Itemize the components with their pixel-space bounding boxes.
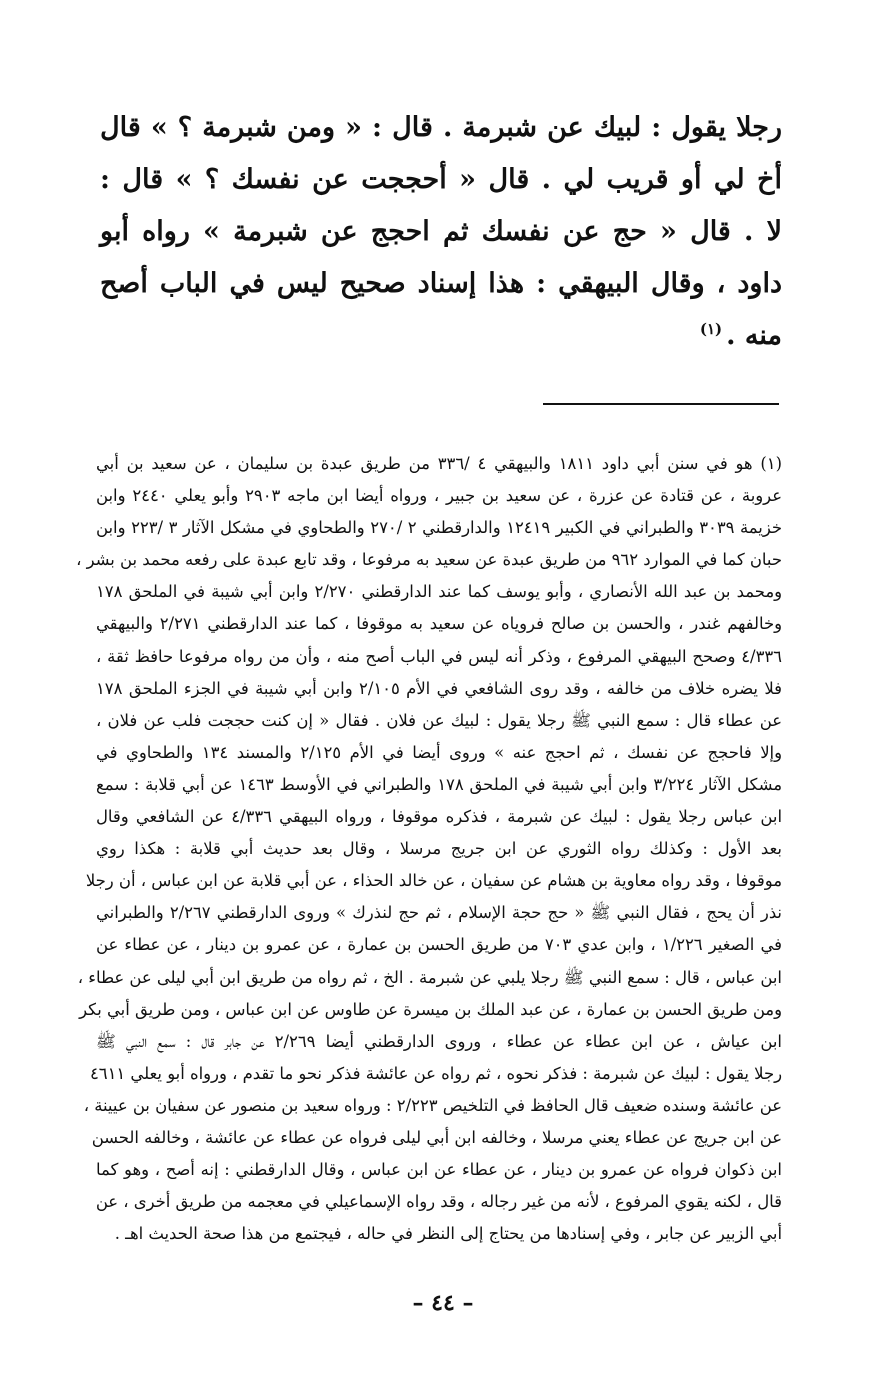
- footnote-line: فلا يضره خلاف من خالفه ، وقد روى الشافعي في الأم ٢/١٠٥ وابن أبي شيبة في الجزء الملحق ١٧٨: [96, 678, 782, 698]
- footnote-line: عن عطاء قال : سمع النبي ﷺ رجلا يقول : لبيك عن فلان . فقال « إن كنت حججت فلب عن فلان ،: [96, 710, 782, 730]
- main-text: [100, 102, 782, 362]
- footnote-line: ابن عباس ، قال : سمع النبي ﷺ رجلا يلبي عن شبرمة . الخ ، ثم رواه من طريق ابن أبي ليلى عن عطاء ،: [77, 967, 782, 987]
- footnote-reference: (١): [699, 320, 723, 338]
- footnote-line: عن ابن جريج عن عطاء يعني مرسلا ، وخالفه ابن أبي ليلى فرواه عن عطاء عن عائشة ، وخالفه الحسن: [91, 1127, 782, 1147]
- footnote-line: ومن طريق الحسن بن عمارة ، عن عبد الملك بن ميسرة عن طاوس عن ابن عباس ، ومن طريق أبي بكر: [79, 999, 782, 1019]
- footnote-line: ابن عياش ، عن ابن عطاء عن عطاء ، وروى الدارقطني أيضا ٢/٢٦٩ عن جابر قال : سمع النبي ﷺ: [96, 1031, 782, 1051]
- footnote-separator-rule: [543, 403, 779, 405]
- main-text-line: داود ، وقال البيهقي : هذا إسناد صحيح ليس في الباب أصح: [100, 268, 782, 299]
- footnote-line: وخالفهم غندر ، والحسن بن صالح فروياه عن سعيد به موقوفا ، كما عند الدارقطني ٢/٢٧١ والبيهقي: [96, 614, 782, 634]
- footnote-line: (١) هو في سنن أبي داود ١٨١١ والبيهقي ٤ /٣٣٦ من طريق عبدة بن سليمان ، عن سعيد بن أبي: [96, 454, 782, 473]
- footnote-line: بعد الأول : وكذلك رواه الثوري عن ابن جريج مرسلا ، وقال بعد حديث أبي قلابة : هكذا روي: [96, 839, 782, 859]
- footnote-line: ٤/٣٣٦ وصحح البيهقي المرفوع ، وذكر أنه ليس في الباب أصح منه ، وأن من رواه مرفوعا حافظ ثقة ،: [96, 646, 782, 666]
- footnote-line: نذر أن يحج ، فقال النبي ﷺ « حج حجة الإسلام ، ثم حج لنذرك » وروى الدارقطني ٢/٢٦٧ والطبراني: [96, 903, 782, 923]
- main-text-line: منه .: [726, 320, 782, 351]
- footnote-line: عروبة ، عن قتادة عن عزرة ، عن سعيد بن جبير ، ورواه أيضا ابن ماجه ٢٩٠٣ وأبو يعلي ٢٤٤٠ وابن: [96, 486, 783, 506]
- footnote-line: ابن عباس رجلا يقول : لبيك عن شبرمة ، فذكره موقوفا ، ورواه البيهقي ٤/٣٣٦ عن الشافعي وقال: [96, 807, 783, 827]
- footnote-line: موقوفا ، وقد رواه معاوية بن هشام عن سفيان ، عن خالد الحذاء ، عن أبي قلابة عن ابن عباس ، أن رجلا: [85, 871, 782, 891]
- footnote-line: خزيمة ٣٠٣٩ والطبراني في الكبير ١٢٤١٩ والدارقطني ٢ /٢٧٠ والطحاوي في مشكل الآثار ٣ /٢٢٣ وابن: [96, 518, 783, 538]
- footnote-line: ومحمد بن عبد الله الأنصاري ، وأبو يوسف كما عند الدارقطني ٢/٢٧٠ وابن أبي شيبة في الملحق ١٧٨: [96, 582, 783, 602]
- footnote-line: وإلا فاحجج عن نفسك ، ثم احجج عنه » وروى أيضا في الأم ٢/١٢٥ والمسند ١٣٤ والطحاوي في: [96, 742, 783, 762]
- main-text-line: رجلا يقول : لبيك عن شبرمة . قال : « ومن شبرمة ؟ » قال: [100, 112, 782, 143]
- footnote-line: رجلا يقول : لبيك عن شبرمة : فذكر نحوه ، ثم رواه عن عائشة فذكر نحو ما تقدم ، ورواه أبو يعلي ٤٦١١: [90, 1063, 782, 1083]
- footnote-line: في الصغير ١/٢٢٦ ، وابن عدي ٧٠٣ من طريق الحسن بن عمارة ، عن عمرو بن دينار ، عن عطاء عن: [96, 935, 782, 955]
- main-text-line-last: [100, 310, 782, 362]
- footnotes: [76, 448, 783, 1250]
- main-text-line: أخ لي أو قريب لي . قال « أحججت عن نفسك ؟ » قال :: [100, 164, 782, 195]
- main-text-line: لا . قال « حج عن نفسك ثم احجج عن شبرمة » رواه أبو: [100, 216, 782, 247]
- footnote-line: عن عائشة وسنده ضعيف قال الحافظ في التلخيص ٢/٢٢٣ : ورواه سعيد بن منصور عن سفيان بن عيينة ،: [83, 1095, 782, 1115]
- footnote-line: ابن ذكوان فرواه عن عمرو بن دينار ، عن عطاء عن ابن عباس ، وقال الدارقطني : إنه أصح ، وهو كما: [96, 1160, 782, 1180]
- footnote-line: قال ، لكنه يقوي المرفوع ، لأنه من غير رجاله ، وقد رواه الإسماعيلي في معجمه من طريق أخرى ، عن: [95, 1192, 782, 1212]
- footnote-line: أبي الزبير عن جابر ، وفي إسنادها من يحتاج إلى النظر في حاله ، فيجتمع من هذا صحة الحديث اهـ .: [114, 1224, 782, 1244]
- footnote-line: حبان كما في الموارد ٩٦٢ من طريق عبدة عن سعيد به مرفوعا ، وقد تابع عبدة على رفعه محمد بن بشر ،: [76, 550, 782, 570]
- footnote-line: مشكل الآثار ٣/٢٢٤ وابن أبي شيبة في الملحق ١٧٨ والطبراني في الأوسط ١٤٦٣ عن أبي قلابة : سمع: [96, 774, 782, 794]
- page-number: – ٤٤ –: [412, 1290, 474, 1316]
